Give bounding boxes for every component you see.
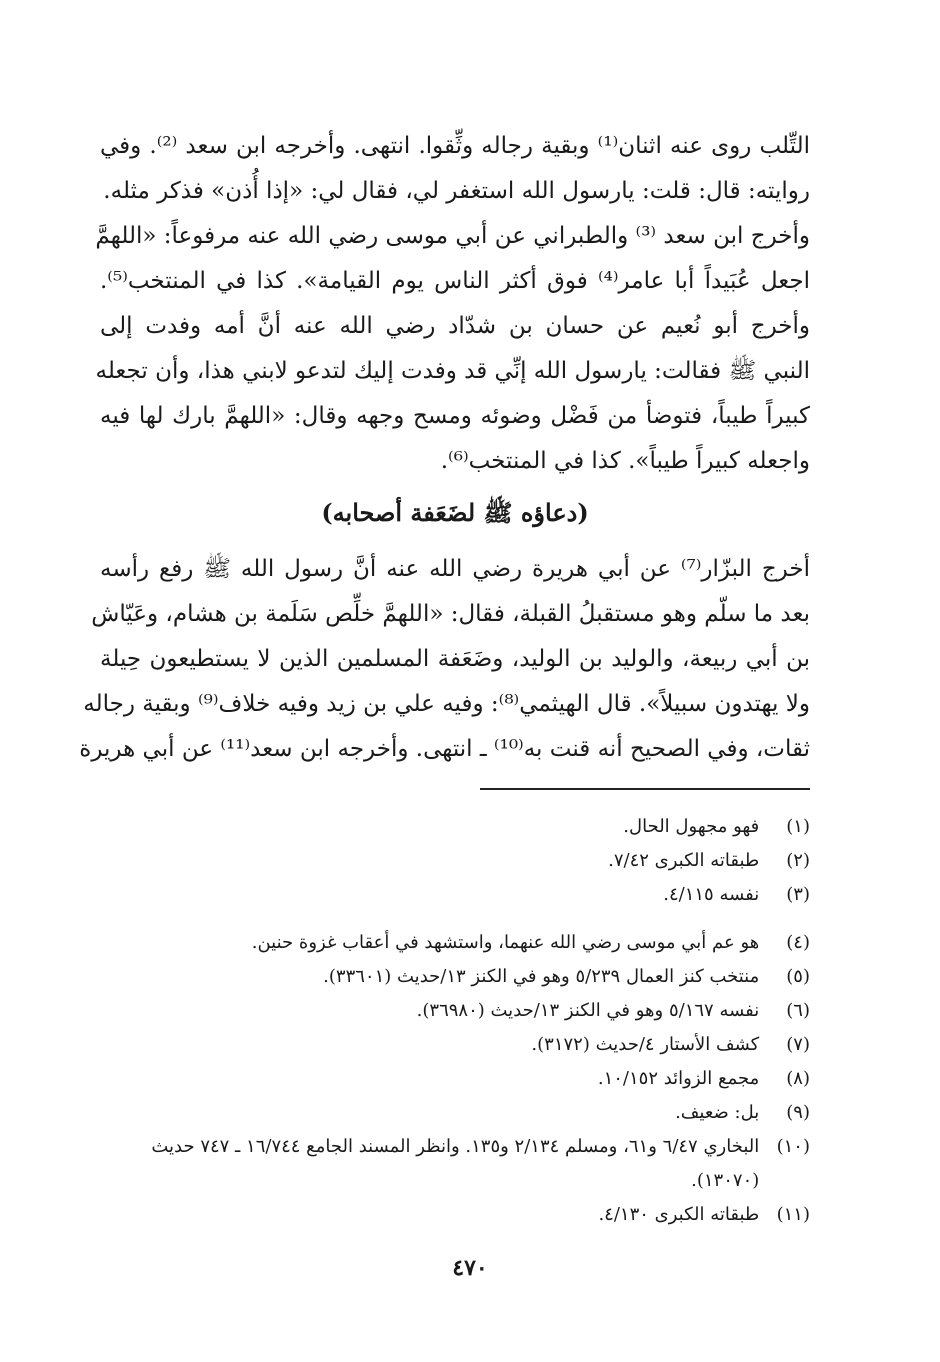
- footnote-item: [105, 1130, 810, 1198]
- footnote-text: طبقاته الكبرى ٧/٤٢.: [608, 850, 760, 871]
- footnote-text: هو عم أبي موسى رضي الله عنهما، واستشهد في أعقاب غزوة حنين.: [251, 932, 760, 953]
- footnote-item: [105, 878, 810, 912]
- footnote-number: (٥): [786, 966, 810, 987]
- footnote-number: (٣): [786, 884, 810, 905]
- text-line: ولا يهتدون سبيلاً». قال الهيثمي⁽⁸⁾: وفيه علي بن زيد وفيه خلاف⁽⁹⁾ وبقية رجاله: [83, 691, 810, 717]
- text-line: وأخرج ابن سعد ⁽³⁾ والطبراني عن أبي موسى رضي الله عنه مرفوعاً: «اللهمَّ: [95, 223, 810, 249]
- text-line: وأخرج أبو نُعيم عن حسان بن شدّاد رضي الله عنه أنَّ أمه وفدت إلى: [100, 313, 810, 339]
- footnote-item: [105, 994, 810, 1028]
- footnote-number: (١١): [776, 1204, 810, 1225]
- footnote-separator: [480, 788, 810, 790]
- footnote-number: (٩): [786, 1102, 810, 1123]
- footnote-item: [105, 844, 810, 878]
- footnote-text: فهو مجهول الحال.: [623, 816, 760, 837]
- footnote-number: (٢): [786, 850, 810, 871]
- footnote-text: كشف الأستار ٤/حديث (٣١٧٢).: [531, 1034, 760, 1055]
- text-line: ثقات، وفي الصحيح أنه قنت به⁽¹⁰⁾ ـ انتهى. وأخرجه ابن سعد⁽¹¹⁾ عن أبي هريرة: [79, 736, 810, 762]
- text-line: روايته: قال: قلت: يارسول الله استغفر لي، فقال لي: «إذا أُذن» فذكر مثله.: [103, 178, 810, 204]
- footnote-number: (١٠): [776, 1136, 810, 1157]
- footnote-item: [105, 1096, 810, 1130]
- footnote-item: [105, 926, 810, 960]
- footnote-number: (٨): [786, 1068, 810, 1089]
- footnote-text: البخاري ٦/٤٧ و٦١، ومسلم ٢/١٣٤ و١٣٥. وانظر المسند الجامع ١٦/٧٤٤ ـ ٧٤٧ حديث (١٣٠٧٠).: [151, 1136, 760, 1191]
- text-line: النبي ﷺ فقالت: يارسول الله إنِّي قد وفدت إليك لتدعو لابني هذا، وأن تجعله: [95, 358, 810, 384]
- section-heading: (دعاؤه ﷺ لضَعَفة أصحابه): [321, 498, 589, 527]
- footnote-item: [105, 1198, 810, 1232]
- footnote-text: بل: ضعيف.: [675, 1102, 760, 1123]
- footnote-text: طبقاته الكبرى ٤/١٣٠.: [598, 1204, 760, 1225]
- text-line: كبيراً طيباً، فتوضأ من فَضْل وضوئه ومسح وجهه وقال: «اللهمَّ بارك لها فيه: [100, 403, 810, 429]
- footnote-item: [105, 810, 810, 844]
- text-line: بعد ما سلّم وهو مستقبلُ القبلة، فقال: «اللهمَّ خلِّص سَلَمة بن هشام، وعَيّاش: [91, 601, 810, 627]
- page-number: ٤٧٠: [452, 1255, 488, 1281]
- footnote-number: (٤): [786, 932, 810, 953]
- footnote-number: (١): [786, 816, 810, 837]
- footnote-text: منتخب كنز العمال ٥/٢٣٩ وهو في الكنز ١٣/حديث (٣٣٦٠١).: [323, 966, 760, 987]
- footnote-item: [105, 1062, 810, 1096]
- text-line: التِّلب روى عنه اثنان⁽¹⁾ وبقية رجاله وثِّقوا. انتهى. وأخرجه ابن سعد ⁽²⁾. وفي: [100, 133, 810, 159]
- footnote-number: (٦): [786, 1000, 810, 1021]
- main-text-bottom: [79, 547, 810, 772]
- text-line: اجعل عُبَيداً أبا عامر⁽⁴⁾ فوق أكثر الناس يوم القيامة». كذا في المنتخب⁽⁵⁾.: [100, 268, 811, 294]
- text-line: أخرج البزّار⁽⁷⁾ عن أبي هريرة رضي الله عنه أنَّ رسول الله ﷺ رفع رأسه: [100, 556, 810, 582]
- footnote-text: مجمع الزوائد ١٠/١٥٢.: [597, 1068, 760, 1089]
- footnote-item: [105, 1028, 810, 1062]
- text-line: بن أبي ربيعة، والوليد بن الوليد، وضَعَفة المسلمين الذين لا يستطيعون حِيلة: [100, 646, 810, 672]
- footnote-text: نفسه ٤/١١٥.: [663, 884, 760, 905]
- footnote-number: (٧): [786, 1034, 810, 1055]
- footnote-text: نفسه ٥/١٦٧ وهو في الكنز ١٣/حديث (٣٦٩٨٠).: [416, 1000, 760, 1021]
- footnotes: [105, 810, 810, 1232]
- text-line: واجعله كبيراً طيباً». كذا في المنتخب⁽⁶⁾.: [440, 448, 810, 474]
- main-text-top: [95, 124, 811, 484]
- footnote-item: [105, 960, 810, 994]
